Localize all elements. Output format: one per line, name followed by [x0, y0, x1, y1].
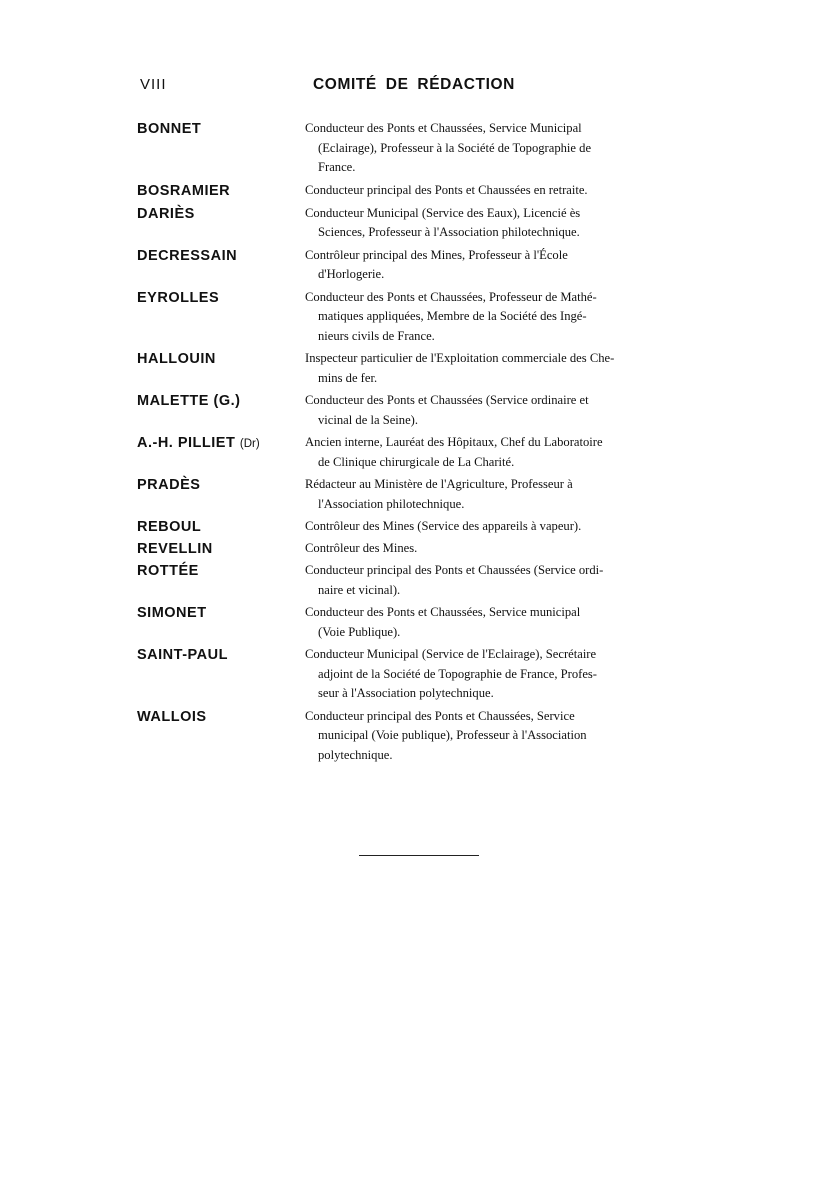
description-line: (Voie Publique). [318, 624, 401, 639]
member-entry-decressain [137, 246, 705, 285]
description-line: naire et vicinal). [318, 582, 401, 597]
description-line: vicinal de la Seine). [318, 412, 419, 427]
description-line: Contrôleur des Mines. [305, 541, 418, 555]
member-description [305, 603, 705, 642]
description-line: mins de fer. [318, 370, 378, 385]
running-title: COMITÉ DE RÉDACTION [313, 76, 515, 93]
member-description [305, 246, 705, 285]
description-line: de Clinique chirurgicale de La Charité. [318, 454, 515, 469]
member-description [305, 181, 705, 201]
member-entry-wallois [137, 707, 705, 766]
member-title: (Dr) [239, 438, 260, 450]
description-line: Rédacteur au Ministère de l'Agriculture, Professeur à [305, 477, 573, 491]
member-name: EYROLLES [137, 289, 220, 306]
member-entry-reboul [137, 517, 705, 537]
member-description [305, 539, 705, 559]
description-line: (Eclairage), Professeur à la Société de Topographie de [318, 140, 592, 155]
description-line: Inspecteur particulier de l'Exploitation commerciale des Che- [305, 351, 615, 365]
closing-rule [359, 855, 479, 856]
description-line: Conducteur des Ponts et Chaussées (Service ordinaire et [305, 393, 589, 407]
member-description [305, 433, 705, 472]
description-line: Ancien interne, Lauréat des Hôpitaux, Chef du Laboratoire [305, 435, 603, 449]
member-name [137, 433, 305, 454]
description-line: Contrôleur des Mines (Service des appareils à vapeur). [305, 519, 582, 533]
member-name: BOSRAMIER [137, 182, 231, 199]
member-name: ROTTÉE [137, 563, 199, 579]
member-name-text: A.-H. PILLIET [137, 435, 236, 451]
description-line: l'Association philotechnique. [318, 496, 465, 511]
member-name: DARIÈS [137, 205, 195, 222]
description-line: municipal (Voie publique), Professeur à l'Association [318, 728, 587, 742]
member-name: HALLOUIN [137, 351, 216, 367]
description-line: matiques appliquées, Membre de la Société des Ingé- [318, 309, 587, 323]
member-entry-daries [137, 204, 705, 243]
description-line: polytechnique. [318, 747, 393, 762]
member-description [305, 517, 705, 537]
member-name: REBOUL [137, 519, 202, 535]
page-header [140, 76, 700, 100]
description-line: Conducteur Municipal (Service des Eaux), Licencié ès [305, 205, 581, 220]
member-name: DECRESSAIN [137, 247, 238, 264]
member-entry-bonnet [137, 119, 705, 178]
member-entry-malette [137, 391, 705, 430]
member-entry-simonet [137, 603, 705, 642]
member-entry-hallouin [137, 349, 705, 388]
member-entry-bosramier [137, 181, 705, 201]
description-line: seur à l'Association polytechnique. [318, 686, 494, 700]
member-description [305, 204, 705, 243]
description-line: Sciences, Professeur à l'Association philotechnique. [318, 225, 580, 239]
description-line: Contrôleur principal des Mines, Professeur à l'École [305, 247, 568, 262]
member-description [305, 288, 705, 347]
member-entry-pilliet [137, 433, 705, 472]
description-line: nieurs civils de France. [318, 328, 435, 343]
member-description [305, 391, 705, 430]
description-line: Conducteur des Ponts et Chaussées, Service municipal [305, 605, 581, 619]
description-line: Conducteur des Ponts et Chaussées, Professeur de Mathé- [305, 289, 597, 304]
member-description [305, 349, 705, 388]
member-description [305, 119, 705, 178]
member-description [305, 561, 705, 600]
description-line: adjoint de la Société de Topographie de France, Profes- [318, 666, 598, 681]
description-line: Conducteur des Ponts et Chaussées, Service Municipal [305, 121, 582, 135]
member-entry-rottee [137, 561, 705, 600]
member-name: BONNET [137, 121, 202, 137]
description-line: Conducteur principal des Ponts et Chaussées (Service ordi- [305, 563, 604, 577]
page-number: VIII [140, 76, 167, 93]
member-description [305, 645, 705, 704]
member-name: PRADÈS [137, 477, 201, 493]
member-name: SIMONET [137, 605, 207, 621]
member-description [305, 707, 705, 766]
description-line: Conducteur principal des Ponts et Chaussées, Service [305, 708, 575, 723]
description-line: France. [318, 160, 356, 174]
member-name: MALETTE (G.) [137, 393, 241, 409]
member-name: REVELLIN [137, 541, 213, 557]
member-entry-revellin [137, 539, 705, 559]
description-line: Conducteur principal des Ponts et Chaussées en retraite. [305, 182, 588, 197]
description-line: Conducteur Municipal (Service de l'Eclairage), Secrétaire [305, 647, 597, 661]
member-entry-eyrolles [137, 288, 705, 347]
description-line: d'Horlogerie. [318, 267, 385, 281]
member-name: WALLOIS [137, 708, 207, 725]
member-entry-prades [137, 475, 705, 514]
committee-member-list [137, 119, 705, 765]
member-description [305, 475, 705, 514]
member-name: SAINT-PAUL [137, 647, 228, 663]
member-entry-saint-paul [137, 645, 705, 704]
